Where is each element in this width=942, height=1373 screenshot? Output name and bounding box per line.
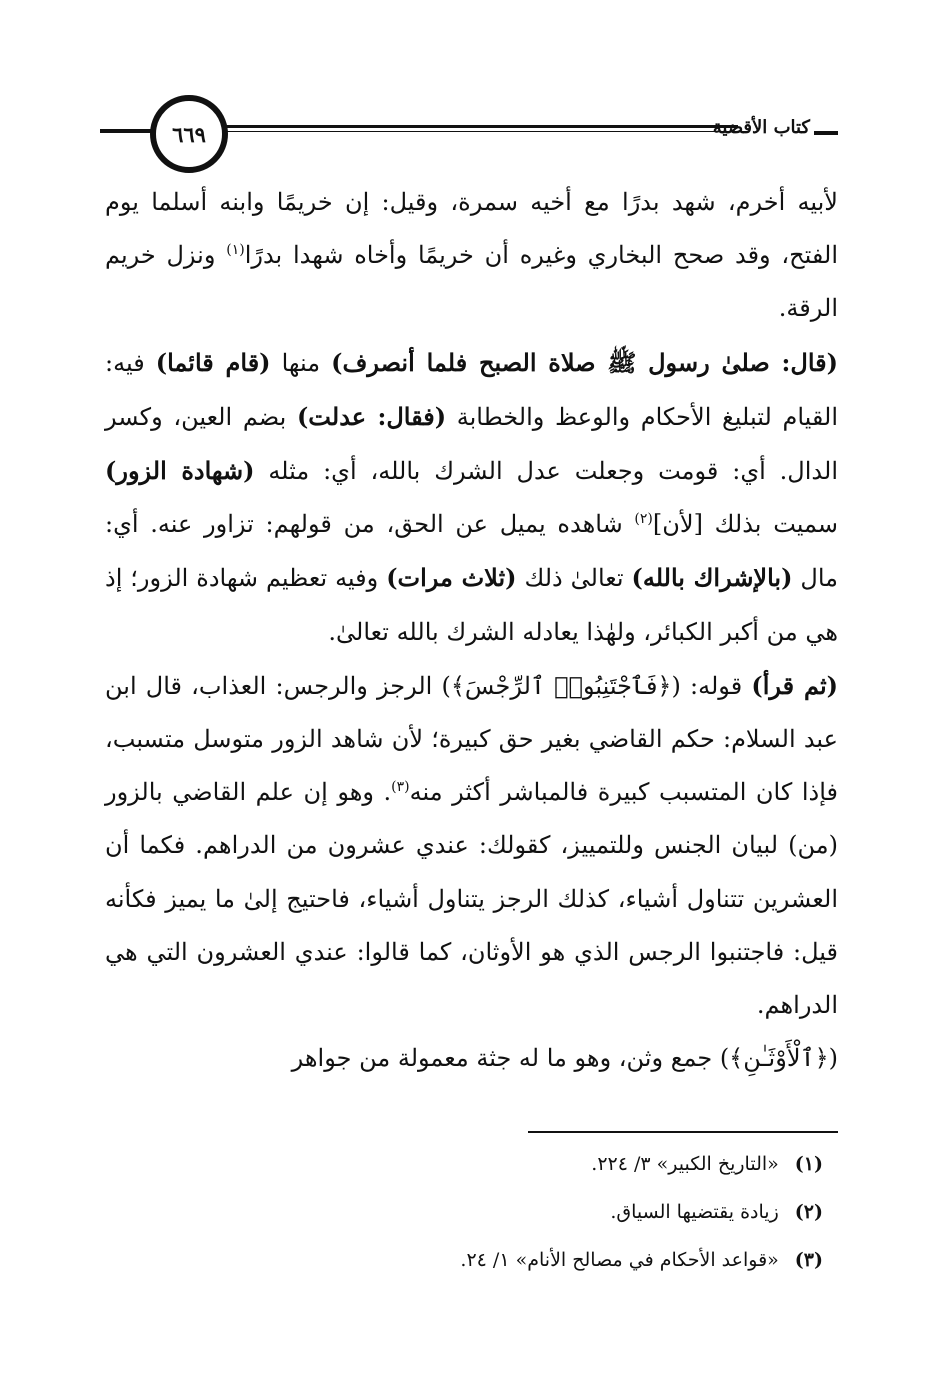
text-span: وفيه تعظيم شهادة الزور؛ إذ هي من أكبر الكبائر، ولهٰذا يعادله الشرك بالله تعالىٰ.	[105, 564, 838, 646]
footnote-1	[105, 1140, 823, 1188]
footnote-number: (٢)	[794, 1201, 823, 1223]
footnote-2	[105, 1188, 823, 1236]
footnotes	[105, 1140, 823, 1284]
bold-quote: (ثم قرأ)	[751, 670, 838, 700]
footnote-ref-2[interactable]: (٢)	[634, 511, 653, 528]
paragraph-2	[105, 336, 838, 659]
text-span: شاهده يميل عن الحق، من قولهم: تزاور عنه. أي: مال	[105, 510, 839, 593]
text-span: منها	[270, 348, 332, 377]
paragraph-1	[105, 176, 838, 336]
text-span: فيه: القيام لتبليغ الأحكام والوعظ والخطابة	[105, 348, 838, 431]
paragraph-3	[105, 659, 838, 1032]
bold-quote: (ثلاث مرات)	[386, 563, 517, 593]
header-rule	[218, 125, 738, 128]
page-number: ٦٦٩	[150, 95, 228, 173]
text-span: ونزل خريم الرقة.	[105, 241, 838, 323]
footnote-number: (١)	[794, 1153, 823, 1175]
text-span: قوله: (﴿فَٱجْتَنِبُوا۟ ٱلرِّجْسَ﴾) الرجز والرجس: العذاب، قال ابن عبد السلام: حكم القاضي بغير حق كبيرة؛ لأن شاهد الزور متوسل متسبب، فإذا كان المتسبب كبيرة فالمباشر أكثر منه	[105, 671, 838, 807]
book-title: كتاب الأقضية	[712, 117, 810, 138]
text-span: بضم العين، وكسر الدال. أي: قومت وجعلت عدل الشرك بالله، أي: مثله	[105, 402, 838, 486]
footnote-divider	[528, 1131, 838, 1133]
footnote-text: زيادة يقتضيها السياق.	[610, 1201, 779, 1223]
main-text	[105, 176, 838, 1085]
footnote-number: (٣)	[794, 1249, 823, 1271]
bold-quote: (فقال: عدلت)	[296, 401, 447, 431]
bold-quote: (شهادة الزور)	[105, 456, 255, 486]
bold-quote: (بالإشراك بالله)	[631, 563, 793, 593]
header-rule-end	[814, 131, 838, 135]
text-span: سميت بذلك [لأن]	[652, 510, 838, 539]
footnote-3	[105, 1236, 823, 1284]
bold-quote: (قال: صلىٰ رسول ﷺ صلاة الصبح فلما أنصرف)	[331, 347, 838, 377]
page-header	[100, 95, 838, 175]
bold-quote: (قام قائما)	[155, 347, 271, 377]
footnote-ref-1[interactable]: (١)	[226, 242, 245, 259]
header-rule-thin	[218, 131, 738, 132]
footnote-text: «قواعد الأحكام في مصالح الأنام» ١/ ٢٤.	[460, 1249, 779, 1271]
text-span: لأبيه أخرم، شهد بدرًا مع أخيه سمرة، وقيل: إن خريمًا وابنه أسلما يوم الفتح، وقد صحح البخاري وغيره أن خريمًا وأخاه شهدا بدرًا	[105, 188, 839, 270]
text-span: (﴿ٱلْأَوْثَـٰنِ﴾) جمع وثن، وهو ما له جثة معمولة من جواهر	[291, 1044, 838, 1073]
footnote-ref-3[interactable]: (٣)	[391, 779, 410, 796]
footnote-text: «التاريخ الكبير» ٣/ ٢٢٤.	[591, 1153, 779, 1175]
paragraph-4	[105, 1032, 838, 1085]
text-span: . وهو إن علم القاضي بالزور (من) لبيان الجنس وللتمييز، كقولك: عندي عشرون من الدراهم. فكما أن العشرين تتناول أشياء، كذلك الرجز يتناول أشياء، فاحتيج إلىٰ ما يميز فكأنه قيل: فاجتنبوا الرجس الذي هو الأوثان، كما قالوا: عندي العشرون التي هي الدراهم.	[105, 778, 838, 1020]
text-span: تعالىٰ ذلك	[516, 564, 632, 593]
